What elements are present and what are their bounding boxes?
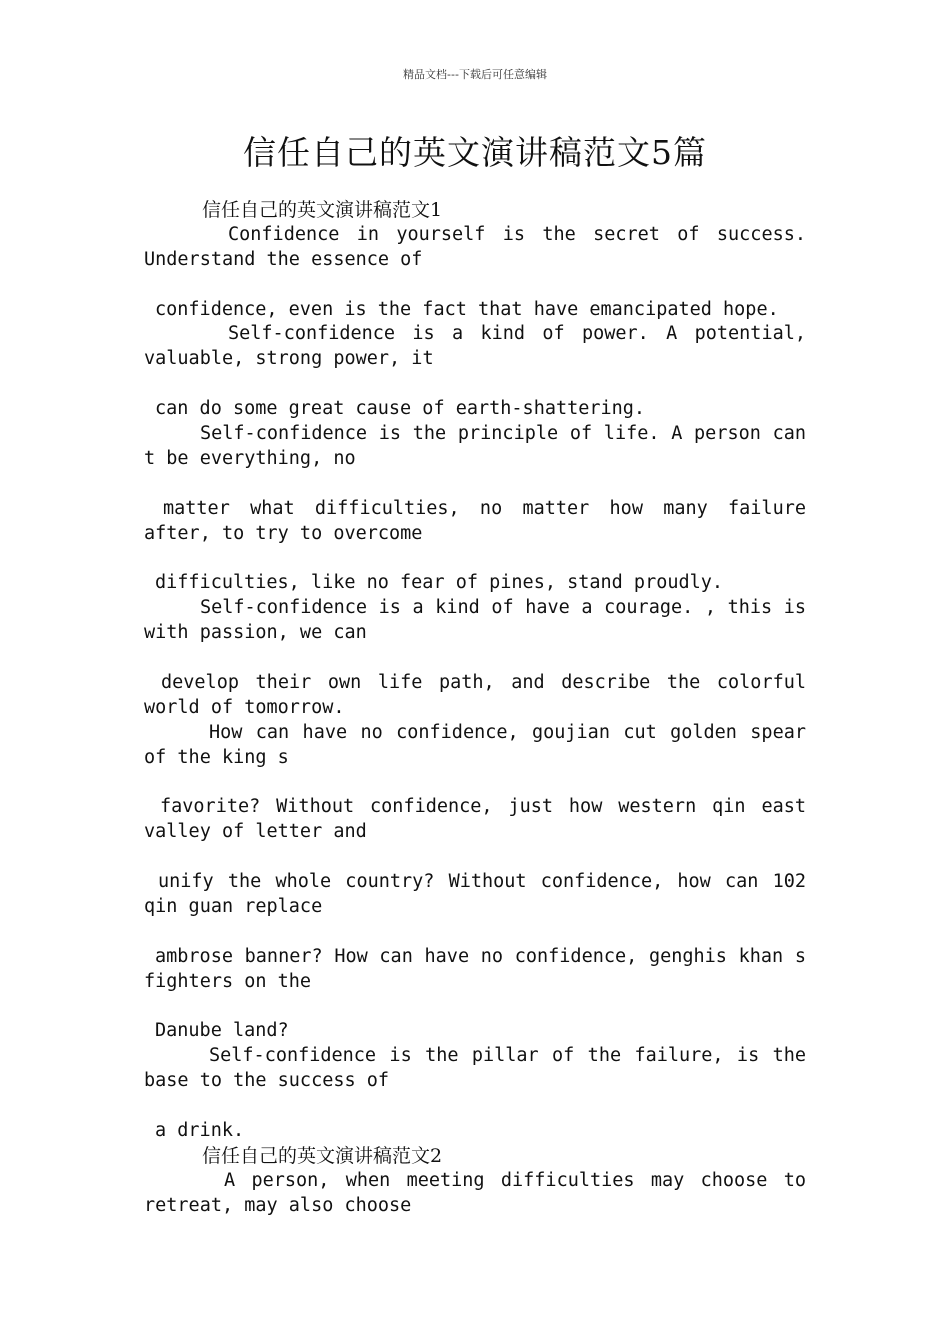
- line-gap: [144, 920, 806, 945]
- line-gap: [144, 273, 806, 298]
- line-gap: [144, 845, 806, 870]
- header-note: 精品文档---下载后可任意编辑: [403, 68, 547, 81]
- line-gap: [144, 995, 806, 1020]
- paragraph-line: unify the whole country? Without confidence, how can 102: [158, 871, 806, 893]
- paragraph-line: after, to try to overcome: [144, 522, 423, 544]
- paragraph-line: with passion, we can: [144, 622, 367, 644]
- section-heading-2: 信任自己的英文演讲稿范文2: [202, 1144, 443, 1167]
- paragraph-line: Danube land?: [155, 1020, 289, 1042]
- paragraph-line: Confidence in yourself is the secret of success.: [228, 223, 806, 245]
- line-gap: [144, 472, 806, 497]
- paragraph-line: difficulties, like no fear of pines, stand proudly.: [155, 572, 724, 594]
- paragraph-line: Self-confidence is the principle of life. A person can: [200, 423, 806, 445]
- paragraph-line: base to the success of: [144, 1070, 390, 1092]
- document-body: [144, 198, 806, 1219]
- paragraph-line: Self-confidence is a kind of have a courage. , this is: [200, 597, 806, 619]
- paragraph-line: Understand the essence of: [144, 248, 423, 270]
- paragraph-line: Self-confidence is the pillar of the failure, is the: [209, 1045, 806, 1067]
- paragraph-line: favorite? Without confidence, just how western qin east: [160, 796, 806, 818]
- line-gap: [144, 770, 806, 795]
- paragraph-line: fighters on the: [144, 970, 312, 992]
- paragraph-line: of the king s: [144, 746, 289, 768]
- paragraph-line: A person, when meeting difficulties may choose to: [224, 1169, 806, 1191]
- paragraph-line: How can have no confidence, goujian cut golden spear: [209, 721, 806, 743]
- line-gap: [144, 646, 806, 671]
- paragraph-line: develop their own life path, and describe the colorful: [161, 671, 806, 693]
- paragraph-line: matter what difficulties, no matter how many failure: [163, 497, 806, 519]
- paragraph-line: retreat, may also choose: [144, 1194, 412, 1216]
- paragraph-line: can do some great cause of earth-shattering.: [155, 398, 646, 420]
- page-title: 信任自己的英文演讲稿范文5篇: [243, 133, 707, 172]
- paragraph-line: t be everything, no: [144, 447, 356, 469]
- paragraph-line: qin guan replace: [144, 895, 323, 917]
- section-heading-1: 信任自己的英文演讲稿范文1: [202, 199, 443, 221]
- paragraph-line: valley of letter and: [144, 821, 367, 843]
- line-gap: [144, 372, 806, 397]
- paragraph-line: a drink.: [155, 1119, 245, 1141]
- line-gap: [144, 546, 806, 571]
- paragraph-line: valuable, strong power, it: [144, 348, 434, 370]
- paragraph-line: confidence, even is the fact that have emancipated hope.: [155, 298, 779, 320]
- paragraph-line: world of tomorrow.: [144, 696, 345, 718]
- paragraph-line: ambrose banner? How can have no confidence, genghis khan s: [155, 945, 806, 967]
- paragraph-line: Self-confidence is a kind of power. A potential,: [228, 323, 806, 345]
- line-gap: [144, 1094, 806, 1119]
